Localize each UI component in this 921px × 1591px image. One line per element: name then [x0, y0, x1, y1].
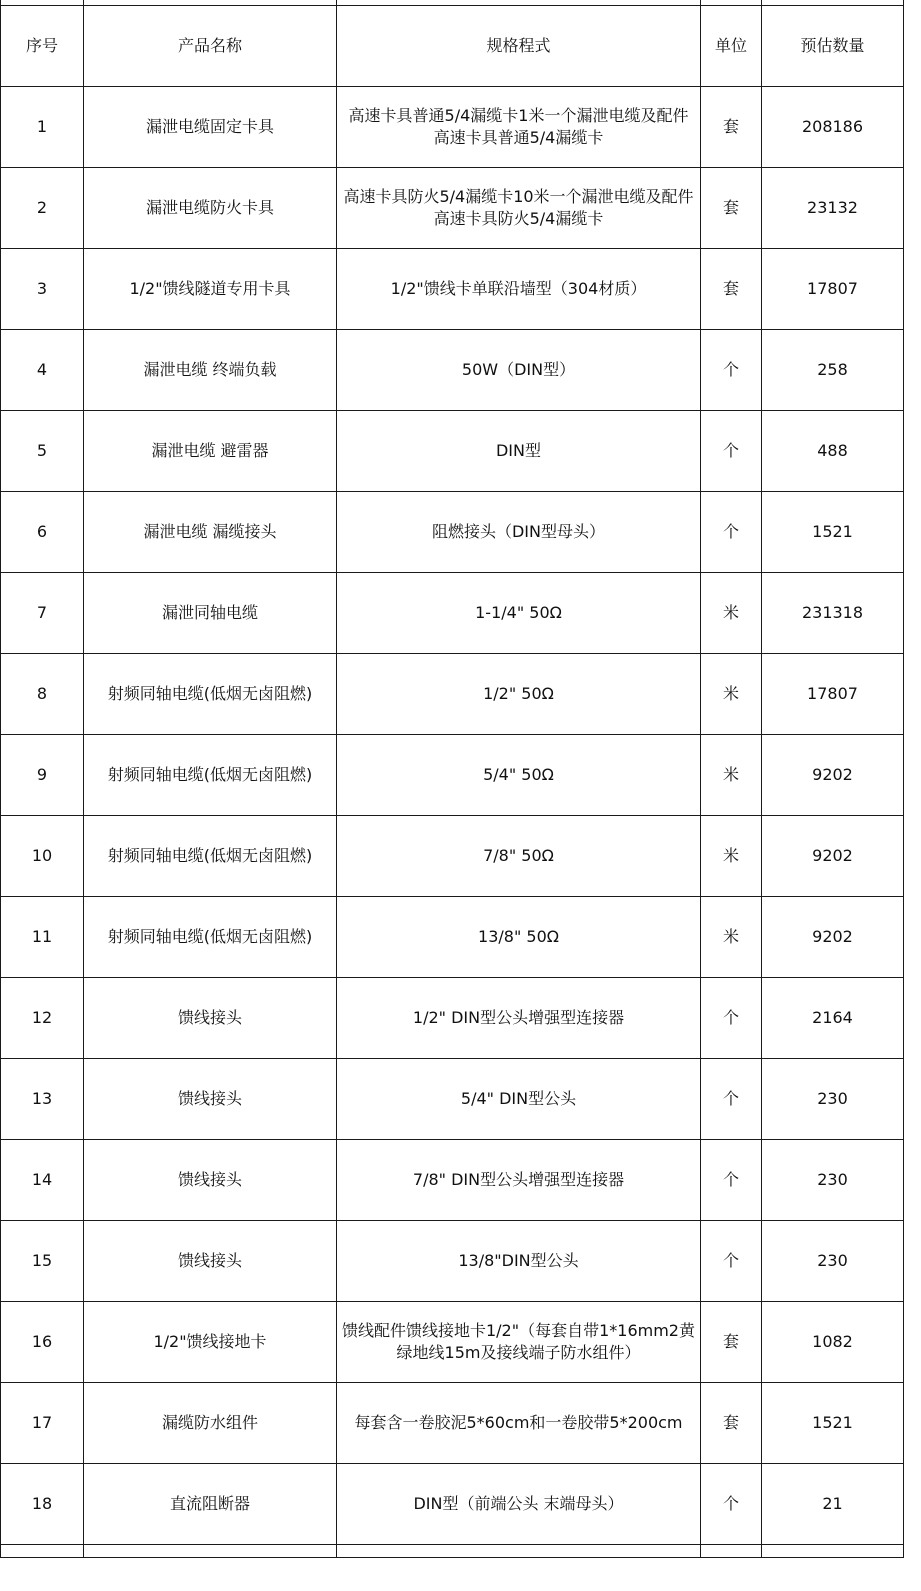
cell-unit: 米: [701, 654, 762, 735]
cell-spec: 7/8" 50Ω: [337, 816, 701, 897]
cell-name: 馈线接头: [84, 1221, 337, 1302]
cell-spec: 1/2" DIN型公头增强型连接器: [337, 978, 701, 1059]
table-row: [1, 249, 904, 330]
cell-unit: 个: [701, 1059, 762, 1140]
table-row: [1, 1302, 904, 1383]
cell-no: 7: [1, 573, 84, 654]
cell-name: 漏泄电缆固定卡具: [84, 87, 337, 168]
cell-qty: 1521: [762, 492, 904, 573]
table-row: [1, 1059, 904, 1140]
cell-unit: 个: [701, 1221, 762, 1302]
cell-qty: 488: [762, 411, 904, 492]
header-spec: 规格程式: [337, 6, 701, 87]
cell-spec: 50W（DIN型）: [337, 330, 701, 411]
cell-qty: 23132: [762, 168, 904, 249]
cell-spec: 7/8" DIN型公头增强型连接器: [337, 1140, 701, 1221]
cell-name: 漏泄电缆 避雷器: [84, 411, 337, 492]
cell-unit: 套: [701, 249, 762, 330]
cell-unit: 米: [701, 573, 762, 654]
cell-qty: 2164: [762, 978, 904, 1059]
cell-no: 3: [1, 249, 84, 330]
cell-qty: 17807: [762, 654, 904, 735]
cell-name: 直流阻断器: [84, 1464, 337, 1545]
table-row: [1, 168, 904, 249]
table-row: [1, 735, 904, 816]
cell-qty: 208186: [762, 87, 904, 168]
table-row: [1, 1383, 904, 1464]
cell-unit: 套: [701, 168, 762, 249]
cell-unit: 个: [701, 492, 762, 573]
header-no: 序号: [1, 6, 84, 87]
cell-no: 17: [1, 1383, 84, 1464]
cell-name: 射频同轴电缆(低烟无卤阻燃): [84, 897, 337, 978]
table-row: [1, 978, 904, 1059]
cell-qty: 21: [762, 1464, 904, 1545]
cell-name: 馈线接头: [84, 978, 337, 1059]
cell-qty: 9202: [762, 735, 904, 816]
cell-name: 射频同轴电缆(低烟无卤阻燃): [84, 654, 337, 735]
cell-unit: 套: [701, 1302, 762, 1383]
table-row: [1, 1221, 904, 1302]
cell-name: 1/2"馈线隧道专用卡具: [84, 249, 337, 330]
table-row: [1, 573, 904, 654]
header-name: 产品名称: [84, 6, 337, 87]
cell-spec: 13/8"DIN型公头: [337, 1221, 701, 1302]
cell-unit: 个: [701, 978, 762, 1059]
cell-name: 漏缆防水组件: [84, 1383, 337, 1464]
cell-unit: 个: [701, 330, 762, 411]
table-row: [1, 330, 904, 411]
cell-name: 射频同轴电缆(低烟无卤阻燃): [84, 816, 337, 897]
cell-no: 11: [1, 897, 84, 978]
table-row: [1, 816, 904, 897]
table-header-row: [1, 6, 904, 87]
cell-spec: 阻燃接头（DIN型母头）: [337, 492, 701, 573]
cell-unit: 套: [701, 1383, 762, 1464]
cell-spec: 馈线配件馈线接地卡1/2"（每套自带1*16mm2黄绿地线15m及接线端子防水组件）: [337, 1302, 701, 1383]
cell-name: 漏泄电缆防火卡具: [84, 168, 337, 249]
table-row: [1, 87, 904, 168]
cell-unit: 米: [701, 735, 762, 816]
cell-qty: 231318: [762, 573, 904, 654]
cell-unit: 个: [701, 1464, 762, 1545]
cell-qty: 17807: [762, 249, 904, 330]
cell-no: 12: [1, 978, 84, 1059]
cell-spec: DIN型: [337, 411, 701, 492]
table-row: [1, 1464, 904, 1545]
header-unit: 单位: [701, 6, 762, 87]
cell-no: 10: [1, 816, 84, 897]
cell-name: 漏泄电缆 漏缆接头: [84, 492, 337, 573]
cell-spec: 1/2"馈线卡单联沿墙型（304材质）: [337, 249, 701, 330]
cell-spec: 每套含一卷胶泥5*60cm和一卷胶带5*200cm: [337, 1383, 701, 1464]
table-row: [1, 411, 904, 492]
cell-no: 6: [1, 492, 84, 573]
cell-unit: 套: [701, 87, 762, 168]
cell-name: 漏泄同轴电缆: [84, 573, 337, 654]
cell-no: 15: [1, 1221, 84, 1302]
table-row: [1, 654, 904, 735]
cell-no: 13: [1, 1059, 84, 1140]
cell-name: 射频同轴电缆(低烟无卤阻燃): [84, 735, 337, 816]
cell-name: 馈线接头: [84, 1140, 337, 1221]
cell-spec: 1/2" 50Ω: [337, 654, 701, 735]
cell-spec: DIN型（前端公头 末端母头）: [337, 1464, 701, 1545]
cell-no: 1: [1, 87, 84, 168]
header-qty: 预估数量: [762, 6, 904, 87]
table-row: [1, 897, 904, 978]
cell-qty: 1521: [762, 1383, 904, 1464]
cell-spec: 高速卡具普通5/4漏缆卡1米一个漏泄电缆及配件高速卡具普通5/4漏缆卡: [337, 87, 701, 168]
cell-unit: 米: [701, 816, 762, 897]
cell-spec: 5/4" DIN型公头: [337, 1059, 701, 1140]
table-row: [1, 492, 904, 573]
cell-qty: 258: [762, 330, 904, 411]
cell-qty: 9202: [762, 816, 904, 897]
cell-qty: 230: [762, 1140, 904, 1221]
cell-qty: 230: [762, 1221, 904, 1302]
cell-no: 14: [1, 1140, 84, 1221]
cell-no: 2: [1, 168, 84, 249]
cell-name: 1/2"馈线接地卡: [84, 1302, 337, 1383]
cell-spec: 1-1/4" 50Ω: [337, 573, 701, 654]
cell-no: 9: [1, 735, 84, 816]
cell-qty: 9202: [762, 897, 904, 978]
next-row-stub: [1, 1545, 904, 1558]
cell-unit: 个: [701, 411, 762, 492]
cell-spec: 13/8" 50Ω: [337, 897, 701, 978]
cell-spec: 高速卡具防火5/4漏缆卡10米一个漏泄电缆及配件高速卡具防火5/4漏缆卡: [337, 168, 701, 249]
cell-qty: 230: [762, 1059, 904, 1140]
cell-no: 5: [1, 411, 84, 492]
cell-qty: 1082: [762, 1302, 904, 1383]
cell-spec: 5/4" 50Ω: [337, 735, 701, 816]
cell-name: 馈线接头: [84, 1059, 337, 1140]
cell-no: 18: [1, 1464, 84, 1545]
cell-name: 漏泄电缆 终端负载: [84, 330, 337, 411]
cell-unit: 个: [701, 1140, 762, 1221]
cell-no: 16: [1, 1302, 84, 1383]
cell-unit: 米: [701, 897, 762, 978]
cell-no: 4: [1, 330, 84, 411]
table-row: [1, 1140, 904, 1221]
cell-no: 8: [1, 654, 84, 735]
